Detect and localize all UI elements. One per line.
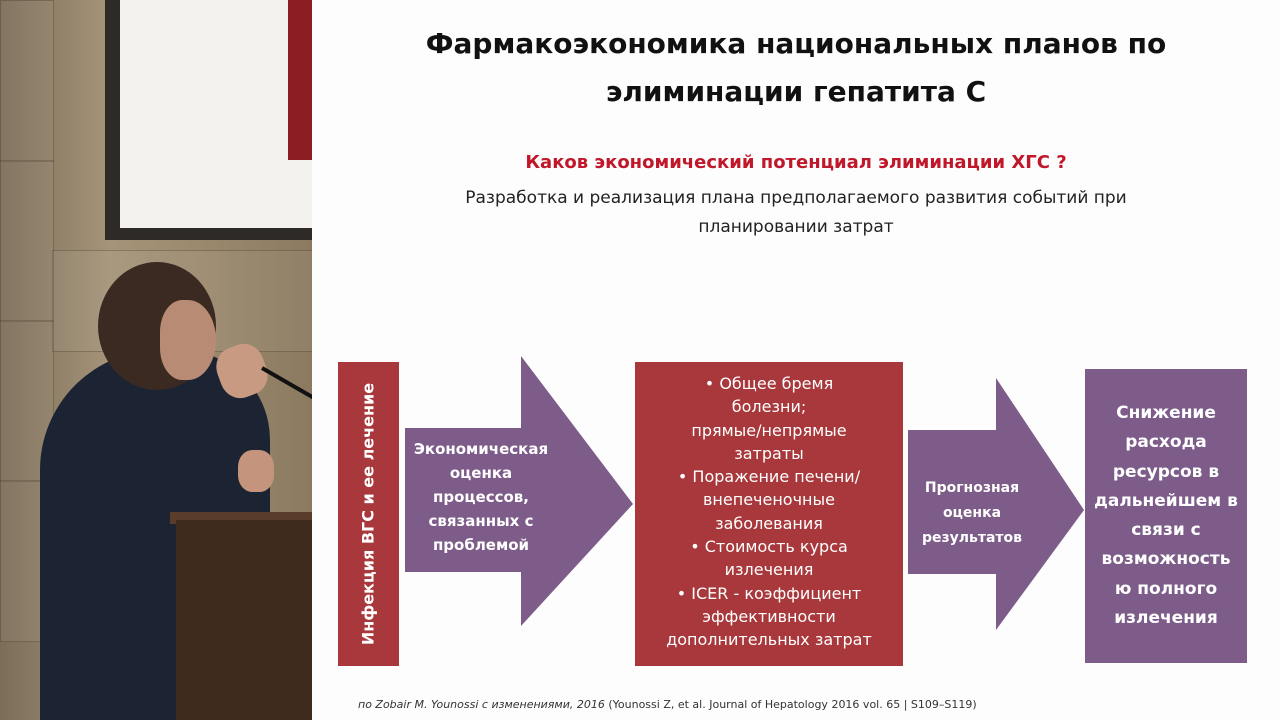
slide-subtitle [392,184,1200,242]
presenter-face [160,300,216,380]
cost-factor-line: • Общее бремя [704,374,834,393]
slide-subtitle-line: планировании затрат [698,217,894,237]
presenter-photo [0,0,312,720]
presentation-slide [312,0,1280,720]
footnote-author: по Zobair M. Younossi с изменениями, 2016 [358,698,605,711]
result-line: дальнейшем в [1094,490,1238,511]
cost-factor-line: • Поражение печени/ [677,467,861,487]
projection-screen-slide-edge [288,0,312,160]
cost-factors-box [635,362,903,666]
cost-factor-line: • Стоимость курса [690,537,848,557]
cost-factor-line: излечения [724,560,814,580]
result-line: связи с [1131,520,1201,541]
cost-factor-line: затраты [734,443,804,463]
result-line: ресурсов в [1112,461,1220,482]
forecast-text [912,476,1032,551]
arrow-text-line: проблемой [432,536,530,554]
wall-panel [0,0,54,162]
projection-screen [120,0,312,228]
resource-reduction-box [1085,369,1247,663]
result-line: излечения [1114,608,1218,629]
result-line: расхода [1125,432,1207,453]
arrow-text-line: оценка [449,464,513,482]
economic-assessment-text [408,437,554,557]
microphone [261,366,312,404]
cost-factor-line: эффективности [702,606,836,626]
slide-subtitle-line: Разработка и реализация плана предполагаемого развития событий при [465,188,1127,208]
slide-title-line: элиминации гепатита С [605,75,987,108]
hcv-infection-box [338,362,399,666]
footnote-citation: (Younossi Z, et al. Journal of Hepatology 2016 vol. 65 | S109–S119) [604,698,977,711]
presenter-hand [238,450,274,492]
cost-factor-line: прямые/непрямые [691,420,847,440]
arrow-text-line: связанных с [428,512,534,530]
cost-factor-line: болезни; [731,397,807,417]
arrow-text-line: результатов [921,530,1023,546]
hcv-infection-label: Инфекция ВГС и ее лечение [358,382,378,646]
result-line: ю полного [1114,578,1218,599]
arrow-text-line: процессов, [433,488,529,506]
podium [176,520,312,720]
slide-title [312,20,1280,116]
source-footnote [358,698,977,711]
arrow-text-line: оценка [942,505,1002,521]
slide-question: Каков экономический потенциал элиминации ХГС ? [525,152,1067,173]
wall-panel [0,160,54,322]
cost-factor-line: дополнительных затрат [666,630,872,650]
slide-title-line: Фармакоэкономика национальных планов по [425,27,1167,60]
cost-factor-line: заболевания [715,513,823,533]
cost-factor-line: внепеченочные [703,490,835,510]
arrow-text-line: Экономическая [413,440,549,458]
result-line: возможность [1101,549,1231,570]
result-line: Снижение [1116,403,1216,423]
cost-factor-line: • ICER - коэффициент [676,583,862,603]
arrow-text-line: Прогнозная [924,480,1020,496]
